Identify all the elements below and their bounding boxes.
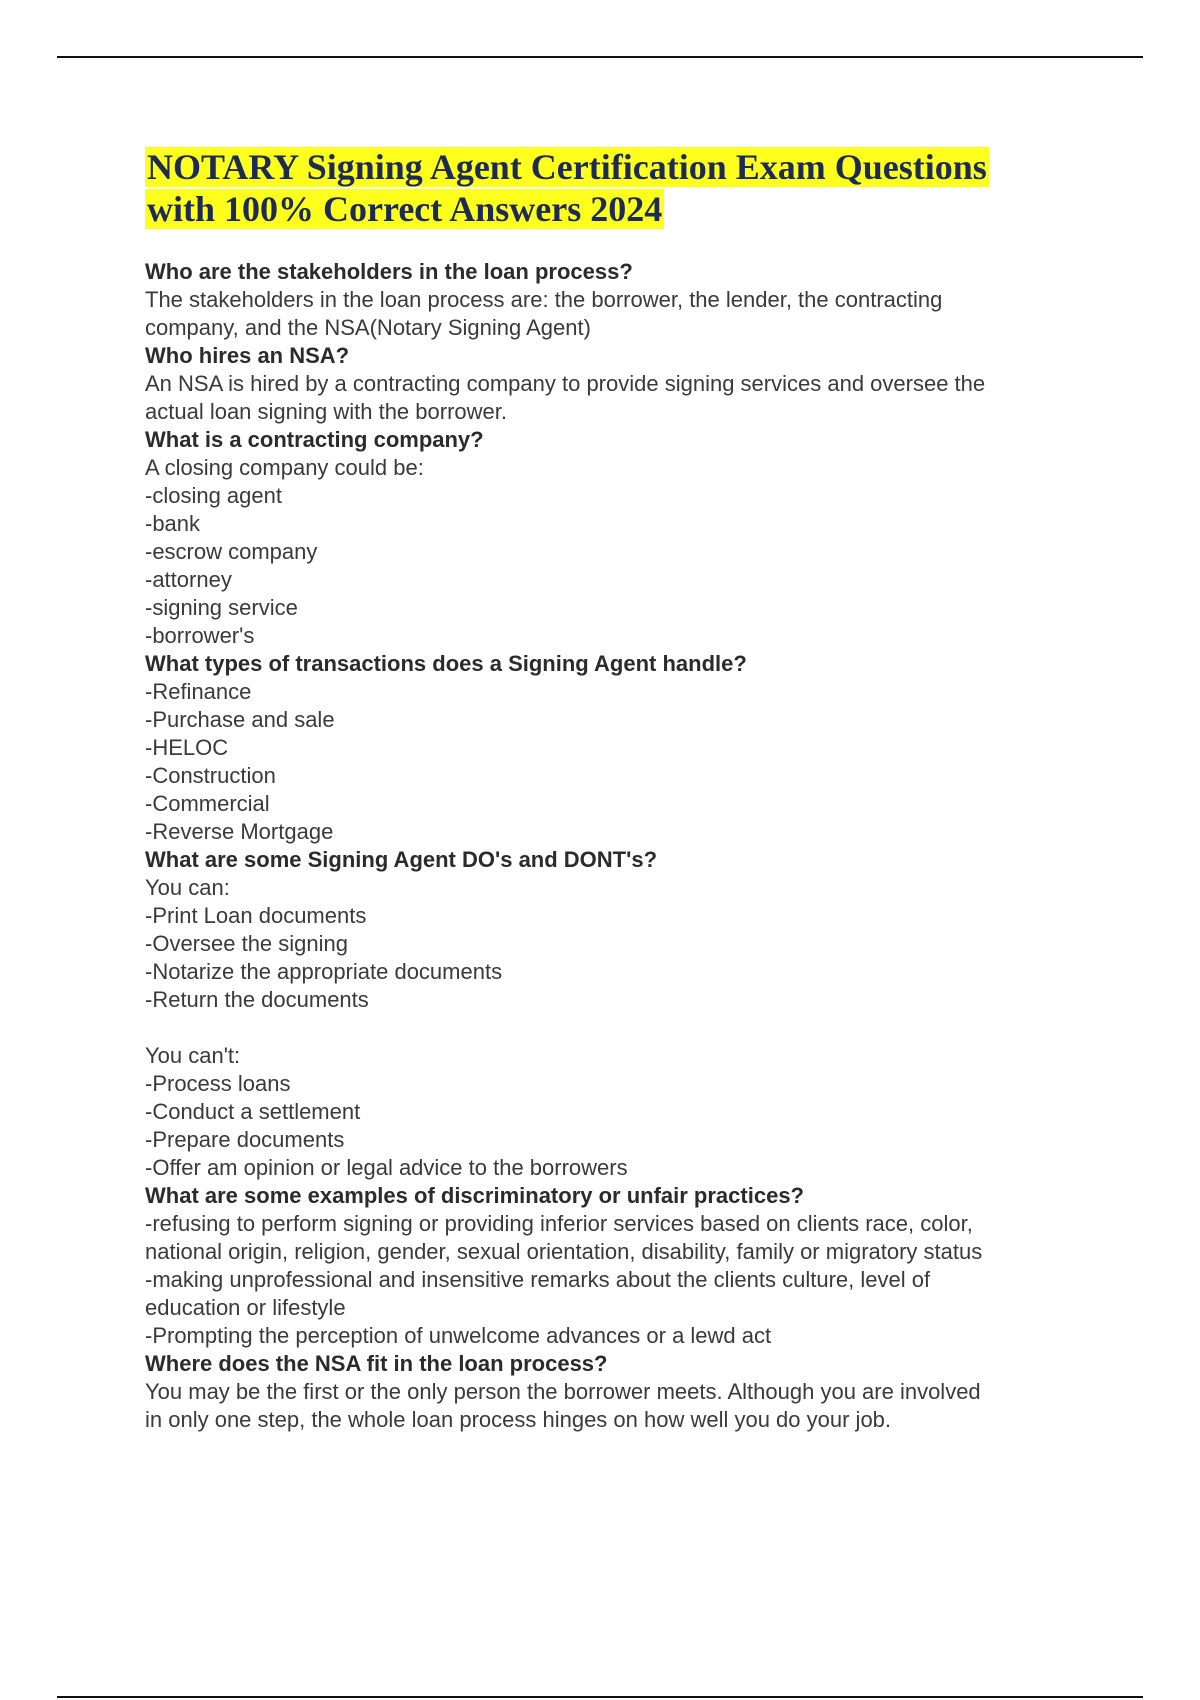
qa-item — [145, 650, 1085, 846]
answer-text — [145, 678, 1085, 846]
answer-line: You can: — [145, 875, 230, 900]
answer-line: education or lifestyle — [145, 1295, 346, 1320]
answer-line: -Offer am opinion or legal advice to the borrowers — [145, 1155, 628, 1180]
answer-line: -attorney — [145, 567, 232, 592]
answer-line: company, and the NSA(Notary Signing Agent) — [145, 315, 591, 340]
qa-list — [145, 258, 1085, 1434]
answer-line: You may be the first or the only person the borrower meets. Although you are involved — [145, 1379, 981, 1404]
question-text: Who hires an NSA? — [145, 343, 350, 368]
answer-line: -Process loans — [145, 1071, 291, 1096]
answer-text — [145, 370, 1085, 426]
answer-text — [145, 286, 1085, 342]
answer-line: -refusing to perform signing or providing inferior services based on clients race, color, — [145, 1211, 973, 1236]
answer-line: An NSA is hired by a contracting company to provide signing services and oversee the — [145, 371, 986, 396]
answer-line: -Return the documents — [145, 987, 369, 1012]
answer-line: -escrow company — [145, 539, 318, 564]
answer-line: in only one step, the whole loan process hinges on how well you do your job. — [145, 1407, 892, 1432]
answer-line: -bank — [145, 511, 201, 536]
qa-item — [145, 846, 1085, 1182]
answer-line: -Print Loan documents — [145, 903, 367, 928]
answer-line: -making unprofessional and insensitive remarks about the clients culture, level of — [145, 1267, 931, 1292]
answer-line: -Prompting the perception of unwelcome advances or a lewd act — [145, 1323, 772, 1348]
answer-text — [145, 454, 1085, 650]
answer-line: -Refinance — [145, 679, 252, 704]
answer-line: -Prepare documents — [145, 1127, 345, 1152]
question-text: What is a contracting company? — [145, 427, 484, 452]
question-text: What are some examples of discriminatory or unfair practices? — [145, 1183, 804, 1208]
answer-line: A closing company could be: — [145, 455, 424, 480]
answer-line: -closing agent — [145, 483, 282, 508]
bottom-divider — [57, 1696, 1143, 1698]
answer-text — [145, 1210, 1085, 1350]
title-line-1: NOTARY Signing Agent Certification Exam Questions — [147, 147, 987, 187]
answer-line: -Construction — [145, 763, 276, 788]
answer-line: The stakeholders in the loan process are: the borrower, the lender, the contracting — [145, 287, 943, 312]
answer-line: national origin, religion, gender, sexual orientation, disability, family or migratory status — [145, 1239, 983, 1264]
qa-item — [145, 258, 1085, 342]
title-line-2: with 100% Correct Answers 2024 — [147, 189, 663, 229]
document-body — [145, 146, 1085, 1434]
answer-line: -Reverse Mortgage — [145, 819, 334, 844]
document-title — [145, 146, 1085, 230]
answer-line: -Notarize the appropriate documents — [145, 959, 503, 984]
answer-line: -Commercial — [145, 791, 270, 816]
answer-text — [145, 874, 1085, 1182]
answer-line: -borrower's — [145, 623, 255, 648]
answer-line: -signing service — [145, 595, 298, 620]
question-text: What types of transactions does a Signing Agent handle? — [145, 651, 747, 676]
answer-line: -Oversee the signing — [145, 931, 348, 956]
qa-item — [145, 1350, 1085, 1434]
answer-text — [145, 1378, 1085, 1434]
qa-item — [145, 1182, 1085, 1350]
answer-line: -Purchase and sale — [145, 707, 335, 732]
qa-item — [145, 426, 1085, 650]
qa-item — [145, 342, 1085, 426]
question-text: What are some Signing Agent DO's and DONT's? — [145, 847, 658, 872]
answer-line: -HELOC — [145, 735, 229, 760]
answer-line: You can't: — [145, 1043, 241, 1068]
answer-line: -Conduct a settlement — [145, 1099, 361, 1124]
question-text: Where does the NSA fit in the loan process? — [145, 1351, 608, 1376]
top-divider — [57, 56, 1143, 58]
answer-blank-line — [145, 1014, 1085, 1042]
answer-line: actual loan signing with the borrower. — [145, 399, 507, 424]
question-text: Who are the stakeholders in the loan process? — [145, 259, 633, 284]
